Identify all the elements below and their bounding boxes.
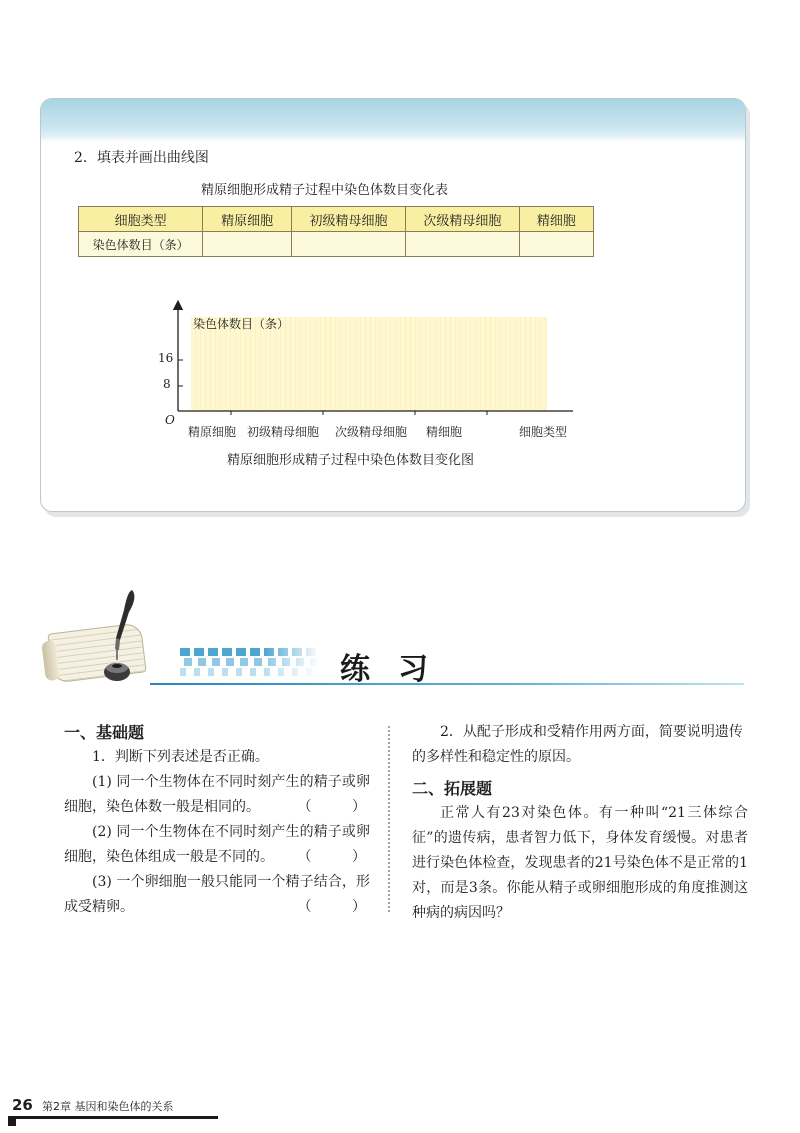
statement-2 (64, 820, 384, 870)
question-1-intro: 1．判断下列表述是否正确。 (92, 749, 269, 765)
graph-ylabel: 染色体数目（条） (193, 317, 290, 331)
table-row-label: 染色体数目（条） (79, 232, 203, 257)
graph-xlabel: 细胞类型 (519, 425, 568, 439)
footer-rule (8, 1116, 218, 1119)
table-header-cell: 精细胞 (519, 207, 593, 232)
statement-1 (64, 770, 384, 820)
table-header-cell: 初级精母细胞 (292, 207, 406, 232)
answer-blank[interactable]: （ ） (297, 799, 384, 815)
question-2: 2．从配子形成和受精作用两方面，简要说明遗传的多样性和稳定性的原因。 (412, 724, 743, 765)
statement-text: (1) 同一个生物体在不同时刻产生的精子或卵细胞，染色体数一般是相同的。 (64, 774, 370, 815)
section-title: 练习 (340, 652, 456, 687)
pixel-decoration (180, 648, 320, 676)
y-tick-label: 16 (158, 351, 174, 365)
x-tick-label: 次级精母细胞 (335, 425, 408, 439)
table-header-cell: 次级精母细胞 (405, 207, 519, 232)
statement-text: (2) 同一个生物体在不同时刻产生的精子或卵细胞，染色体组成一般是不同的。 (64, 824, 370, 865)
graph-origin: O (165, 413, 175, 427)
footer-tab (8, 1118, 16, 1126)
page-number: 26 (12, 1096, 33, 1114)
statement-3 (64, 870, 384, 920)
y-tick-label: 8 (163, 377, 171, 391)
table-header-cell: 精原细胞 (203, 207, 292, 232)
x-tick-label: 精细胞 (426, 425, 463, 439)
activity-panel (40, 98, 746, 512)
chapter-title: 第2章 基因和染色体的关系 (42, 1100, 174, 1113)
column-divider (388, 726, 390, 912)
answer-blank[interactable]: （ ） (297, 849, 384, 865)
x-tick-label: 精原细胞 (188, 425, 237, 439)
graph-caption: 精原细胞形成精子过程中染色体数目变化图 (227, 453, 475, 468)
extension-question: 正常人有23对染色体。有一种叫“21三体综合征”的遗传病，患者智力低下，身体发育缓慢。对患者进行染色体检查，发现患者的21号染色体不是正常的1对，而是3条。你能从精子或卵细胞形成的角度推测这种病的病因吗？ (412, 805, 748, 921)
statement-text: (3) 一个卵细胞一般只能同一个精子结合，形成受精卵。 (64, 874, 370, 915)
ink-pen-icon (102, 588, 140, 684)
table-header-cell: 细胞类型 (79, 207, 203, 232)
table-caption: 精原细胞形成精子过程中染色体数目变化表 (201, 183, 449, 198)
extension-heading: 二、拓展题 (412, 779, 493, 798)
exercise-banner (40, 588, 744, 688)
basic-heading: 一、基础题 (64, 723, 145, 742)
page-footer (8, 1096, 218, 1118)
left-column (64, 720, 384, 920)
question-title: 2．填表并画出曲线图 (74, 150, 209, 166)
right-column (412, 720, 748, 926)
x-tick-label: 初级精母细胞 (247, 425, 320, 439)
answer-blank[interactable]: （ ） (297, 899, 384, 915)
